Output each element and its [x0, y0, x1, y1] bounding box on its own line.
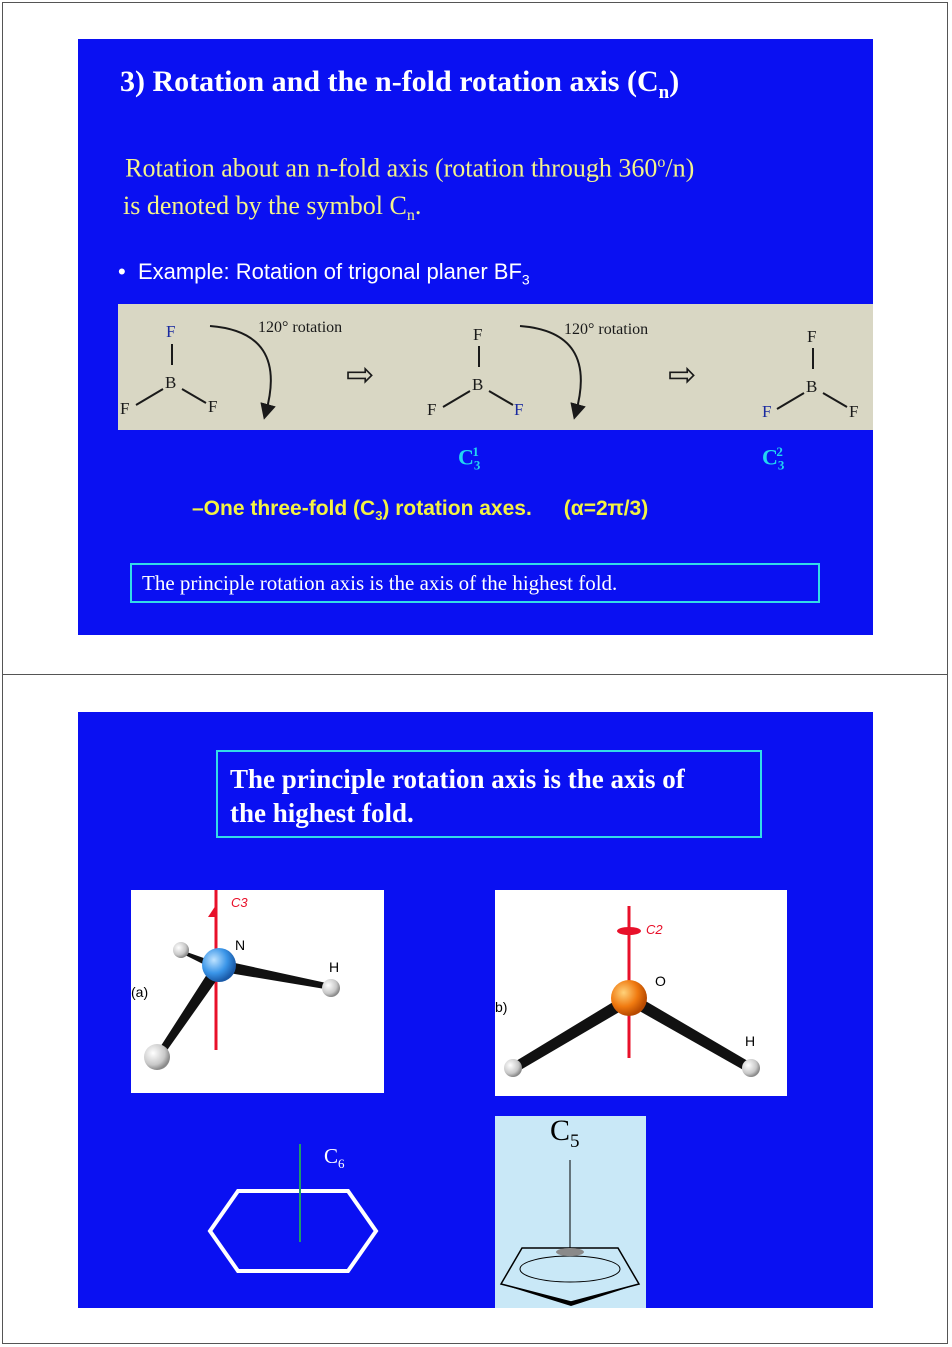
bf3-molecule-initial [120, 322, 217, 418]
axis-base [556, 1248, 584, 1256]
rotation-description [123, 144, 694, 234]
alpha-value: (α=2π/3) [563, 497, 649, 520]
principle-axis-note: The principle rotation axis is the axis of the highest fold. [130, 563, 820, 603]
c5-label: $C_5$ [550, 1114, 580, 1152]
three-fold-axes-statement: –One three-fold $(C_3)$ rotation axes. (α=2π/3) [192, 497, 649, 524]
page-divider [2, 674, 948, 675]
hydrogen-label: H [329, 959, 340, 975]
boron-label: B [165, 373, 177, 392]
hexagon-ring [210, 1191, 376, 1271]
panel-label-a: (a) [131, 984, 149, 1000]
hydrogen-atom [322, 979, 340, 997]
nitrogen-label: N [235, 937, 246, 953]
hydrogen-atom [504, 1059, 522, 1077]
c3-1-label: $C_3^1$ [458, 444, 481, 473]
hydrogen-label: H [745, 1033, 756, 1049]
description-line-1: Rotation about an n-fold axis (rotation through 360$^o$/n) [125, 153, 695, 183]
c2-axis-label: C2 [646, 922, 663, 937]
nh3-c3-figure [131, 890, 384, 1093]
principle-line-2: the highest fold. [230, 798, 414, 828]
oxygen-label: O [655, 973, 666, 989]
forward-arrow-2: ⇨ [668, 357, 697, 394]
c6-hexagon-figure [203, 1139, 383, 1284]
pi-ring [520, 1256, 620, 1282]
c3-axis-label: C3 [231, 895, 248, 910]
example-bullet: • Example: Rotation of trigonal planer $BF_3$ [118, 259, 530, 288]
bf3-rotation-figure [118, 304, 873, 430]
rotation-label-1: 120° rotation [258, 319, 343, 336]
c2-axis-marker [617, 927, 641, 935]
forward-arrow-1: ⇨ [346, 357, 375, 394]
rotation-arrow-2 [520, 326, 581, 412]
hydrogen-atom [144, 1044, 170, 1070]
fluorine-label: F [427, 400, 437, 419]
rotation-arrow-1 [210, 326, 271, 412]
bf3-molecule-c3-2 [762, 327, 858, 421]
slide-title: 3) Rotation and the n-fold rotation axis $(C_n)$ [120, 65, 680, 103]
fluorine-label: F [208, 397, 218, 416]
bf3-molecule-c3-1 [427, 325, 523, 419]
c6-label: $C_6$ [324, 1144, 345, 1172]
panel-label-b: b) [495, 999, 508, 1015]
principle-axis-box [216, 750, 762, 838]
bullet-dot: • [118, 259, 126, 284]
nitrogen-atom [202, 948, 236, 982]
oxygen-atom [611, 980, 647, 1016]
fluorine-label: F [166, 322, 176, 341]
boron-label: B [806, 377, 818, 396]
fluorine-label: F [807, 327, 817, 346]
slide-principle-axis [78, 712, 873, 1308]
fluorine-label: F [514, 400, 524, 419]
fluorine-label: F [849, 402, 859, 421]
fluorine-label: F [762, 402, 772, 421]
fluorine-label: F [473, 325, 483, 344]
hydrogen-atom [173, 942, 189, 958]
boron-label: B [472, 375, 484, 394]
principle-line-1: The principle rotation axis is the axis of [230, 764, 685, 794]
description-line-2: is denoted by the symbol $C_n$. [123, 190, 422, 224]
fluorine-label: F [120, 399, 130, 418]
hydrogen-atom [742, 1059, 760, 1077]
rotation-label-2: 120° rotation [564, 321, 649, 338]
h2o-c2-figure [495, 890, 787, 1096]
slide-rotation-axis [78, 39, 873, 635]
c3-2-label: $C_3^2$ [762, 444, 785, 473]
